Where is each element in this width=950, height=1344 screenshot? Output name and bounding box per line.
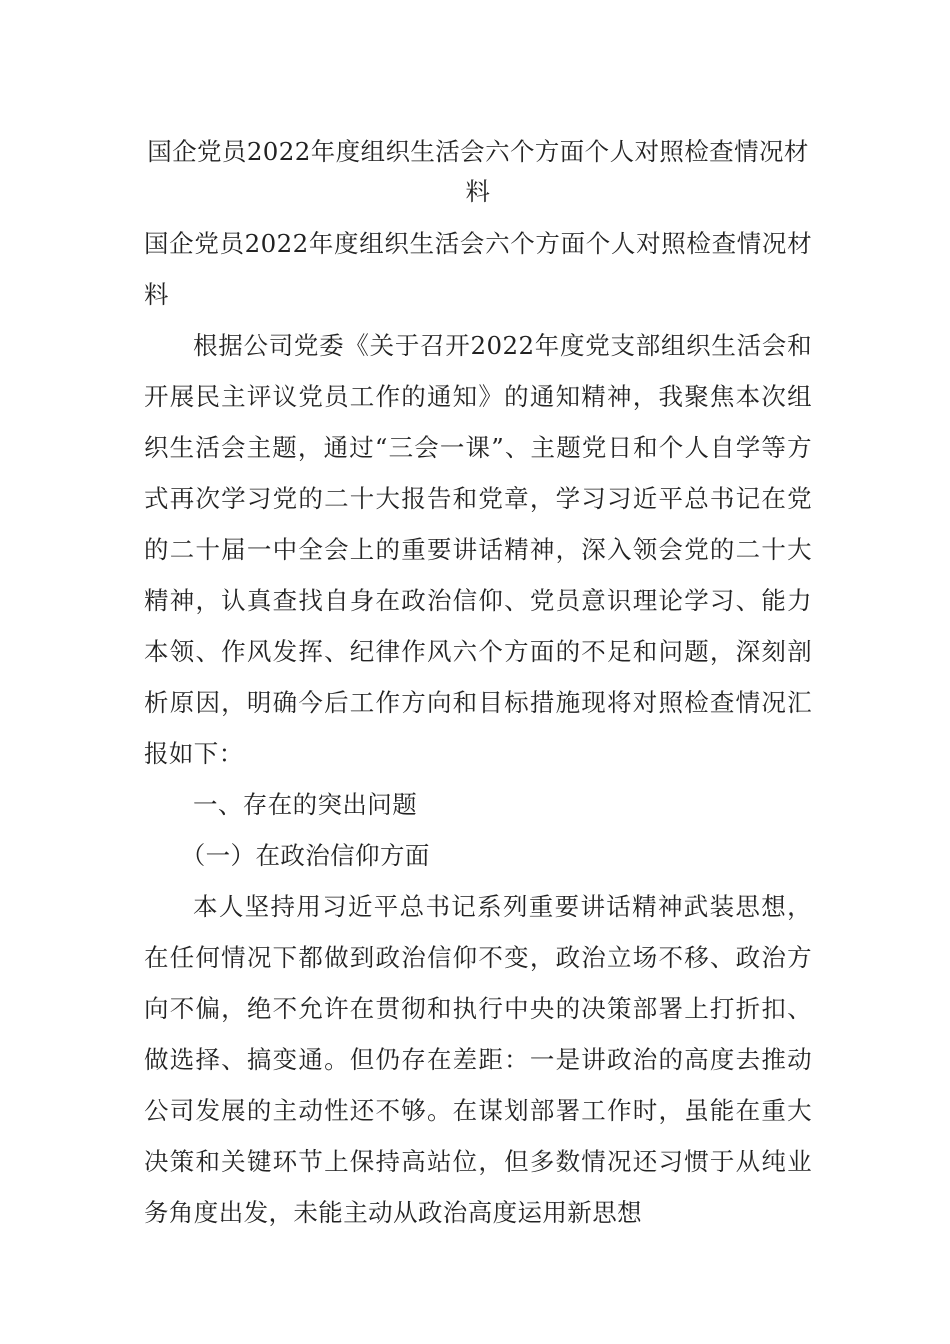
section-heading: 一、存在的突出问题 — [193, 790, 418, 819]
body-paragraph: 本人坚持用习近平总书记系列重要讲话精神武装思想，在任何情况下都做到政治信仰不变，政治立场不移、政治方向不偏，绝不允许在贯彻和执行中央的决策部署上打折扣、做选择、搞变通。但仍存在差距：一是讲政治的高度去推动公司发展的主动性还不够。在谋划部署工作时，虽能在重大决策和关键环节上保持高站位，但多数情况还习惯于从纯业务角度出发，未能主动从政治高度运用新思想 — [144, 892, 812, 1227]
document-subtitle: 国企党员2022年度组织生活会六个方面个人对照检查情况材料 — [144, 229, 812, 309]
subsection-heading: （一）在政治信仰方面 — [180, 841, 430, 870]
intro-paragraph: 根据公司党委《关于召开2022年度党支部组织生活会和开展民主评议党员工作的通知》的通知精神，我聚焦本次组织生活会主题，通过“三会一课”、主题党日和个人自学等方式再次学习党的二十大报告和党章，学习习近平总书记在党的二十届一中全会上的重要讲话精神，深入领会党的二十大精神，认真查找自身在政治信仰、党员意识理论学习、能力本领、作风发挥、纪律作风六个方面的不足和问题，深刻剖析原因，明确今后工作方向和目标措施现将对照检查情况汇报如下： — [144, 331, 812, 768]
document-body — [144, 132, 812, 1238]
document-title: 国企党员2022年度组织生活会六个方面个人对照检查情况材料 — [147, 137, 809, 206]
